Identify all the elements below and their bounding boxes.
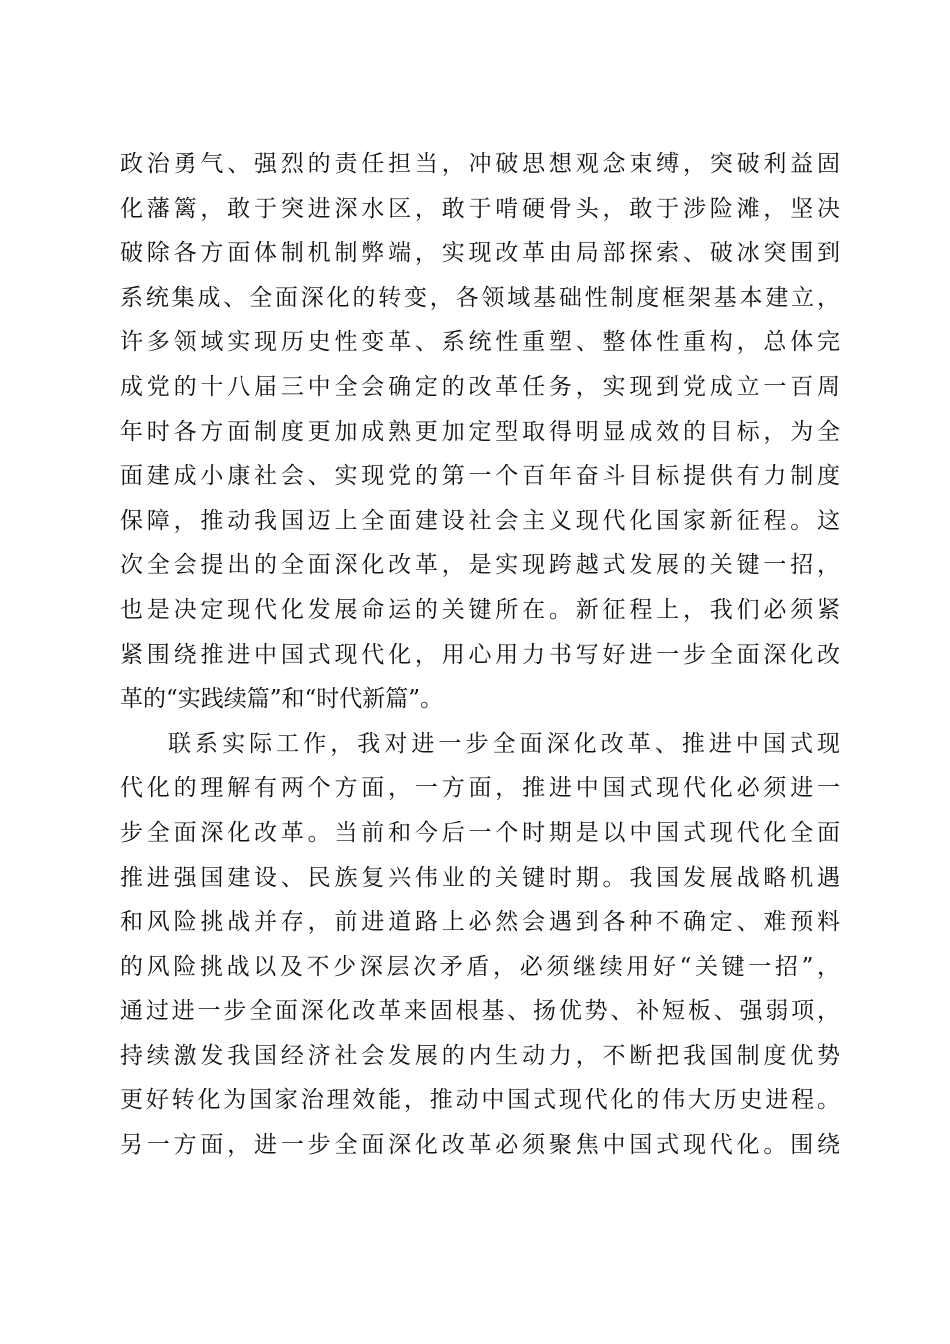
text-line: 化藩篱，敢于突进深水区，敢于啃硬骨头，敢于涉险滩，坚决 — [120, 195, 840, 222]
text-line: 成党的十八届三中全会确定的改革任务，实现到党成立一百周 — [120, 373, 840, 400]
text-line: 年时各方面制度更加成熟更加定型取得明显成效的目标，为全 — [120, 418, 840, 445]
text-line: 紧围绕推进中国式现代化，用心用力书写好进一步全面深化改 — [120, 641, 840, 668]
paragraph-end-line: 革的“实践续篇”和“时代新篇”。 — [120, 686, 444, 713]
text-line: 和风险挑战并存，前进道路上必然会遇到各种不确定、难预料 — [120, 909, 840, 936]
text-line: 另一方面，进一步全面深化改革必须聚焦中国式现代化。围绕 — [120, 1132, 840, 1159]
body-text — [120, 142, 840, 1168]
paragraph-start-line: 联系实际工作，我对进一步全面深化改革、推进中国式现 — [168, 730, 840, 757]
text-line: 破除各方面体制机制弊端，实现改革由局部探索、破冰突围到 — [120, 240, 840, 267]
text-line: 代化的理解有两个方面，一方面，推进中国式现代化必须进一 — [120, 775, 840, 802]
text-line: 持续激发我国经济社会发展的内生动力，不断把我国制度优势 — [120, 1042, 840, 1069]
text-line: 许多领域实现历史性变革、系统性重塑、整体性重构，总体完 — [120, 329, 840, 356]
text-line: 也是决定现代化发展命运的关键所在。新征程上，我们必须紧 — [120, 596, 840, 623]
text-line: 次全会提出的全面深化改革，是实现跨越式发展的关键一招， — [120, 552, 840, 579]
text-line: 推进强国建设、民族复兴伟业的关键时期。我国发展战略机遇 — [120, 864, 840, 891]
text-line: 的风险挑战以及不少深层次矛盾，必须继续用好“关键一招”， — [120, 953, 840, 980]
text-line: 通过进一步全面深化改革来固根基、扬优势、补短板、强弱项， — [120, 998, 840, 1025]
text-line: 系统集成、全面深化的转变，各领域基础性制度框架基本建立， — [120, 284, 840, 311]
text-line: 步全面深化改革。当前和今后一个时期是以中国式现代化全面 — [120, 819, 840, 846]
text-line: 保障，推动我国迈上全面建设社会主义现代化国家新征程。这 — [120, 507, 840, 534]
text-line: 面建成小康社会、实现党的第一个百年奋斗目标提供有力制度 — [120, 463, 840, 490]
text-line: 政治勇气、强烈的责任担当，冲破思想观念束缚，突破利益固 — [120, 151, 840, 177]
text-line: 更好转化为国家治理效能，推动中国式现代化的伟大历史进程。 — [120, 1087, 840, 1114]
